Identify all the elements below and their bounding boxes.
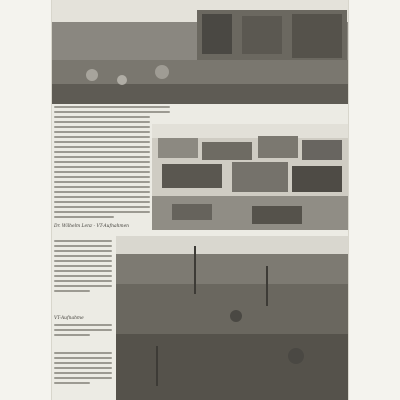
text-column-left-lower [54,240,112,295]
caption-top-block [54,106,170,116]
photo-bunker-ruins [52,0,348,104]
magazine-page [52,0,348,400]
caption-bottom-block [54,324,112,339]
caption-bottom-block-2 [54,352,112,387]
caption-bottom-label: VT-Aufnahme [54,316,84,321]
photo-open-field [116,236,348,400]
photo-town-rooftops [152,124,348,230]
text-column-left [54,116,150,221]
credit-middle: Dr. Wilhelm Lenz - VT-Aufnahmen [54,224,129,229]
